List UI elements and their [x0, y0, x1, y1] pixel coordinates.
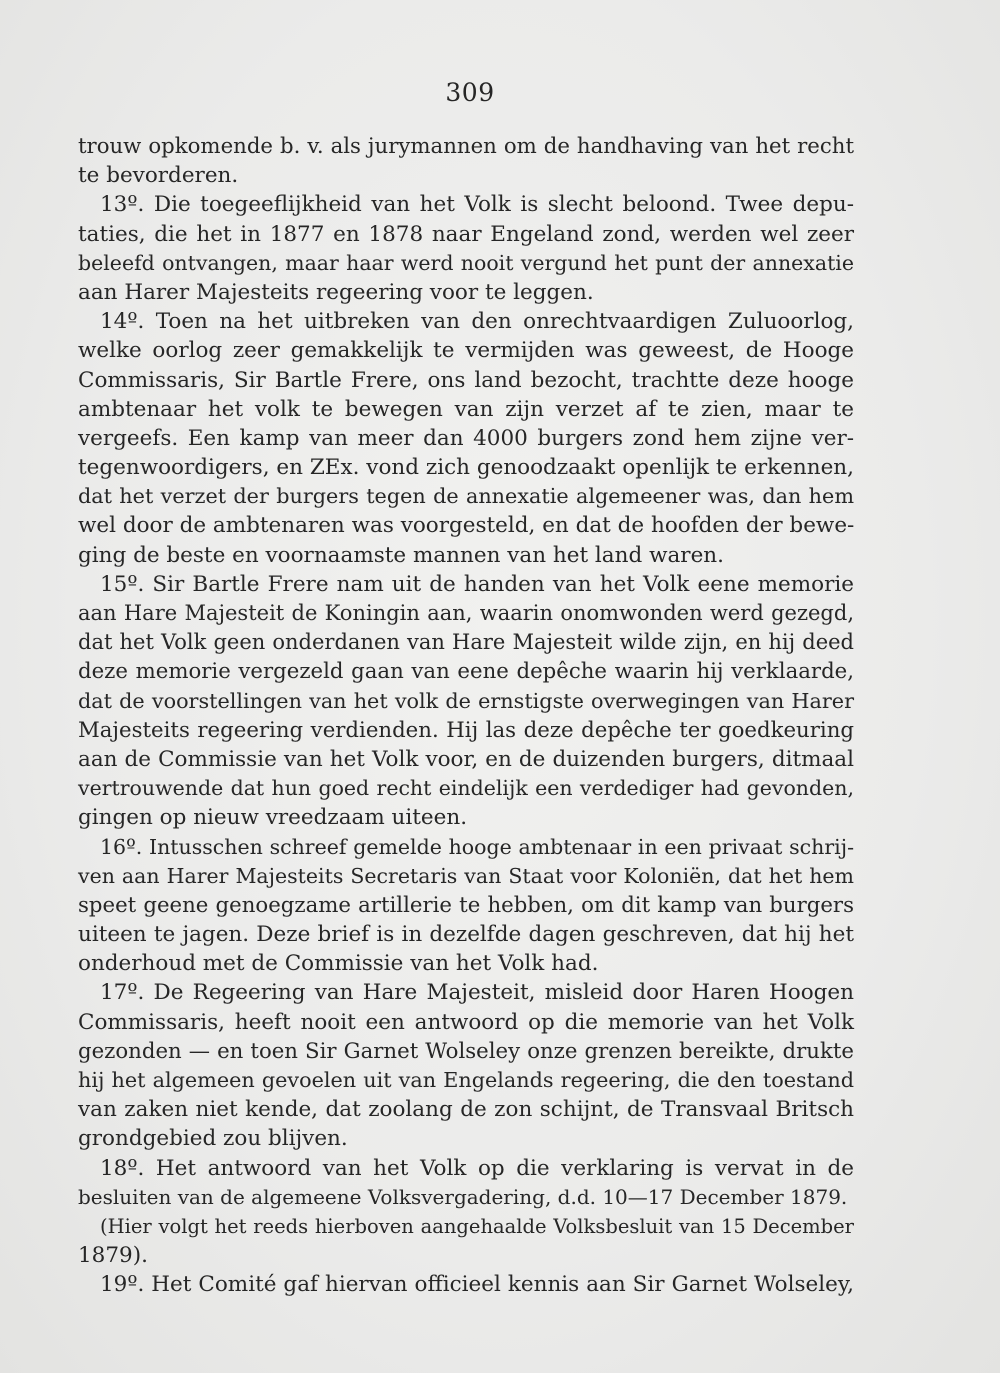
text-line: besluiten van de algemeene Volksvergadering, d.d. 10—17 December 1879.: [78, 1184, 848, 1209]
paragraph-p18b: [78, 1212, 854, 1270]
text-line: 15º. Sir Bartle Frere nam uit de handen van het Volk eene memorie: [100, 571, 854, 597]
text-line: 19º. Het Comité gaf hiervan officieel kennis aan Sir Garnet Wolseley,: [100, 1272, 854, 1298]
text-line: 17º. De Regeering van Hare Majesteit, misleid door Haren Hoogen: [100, 980, 854, 1006]
text-line: ven aan Harer Majesteits Secretaris van Staat voor Koloniën, dat het hem: [78, 863, 854, 888]
text-line: beleefd ontvangen, maar haar werd nooit vergund het punt der annexatie: [78, 250, 854, 275]
text-line: dat de voorstellingen van het volk de ernstigste overwegingen van Harer: [78, 688, 854, 713]
text-line: aan Hare Majesteit de Koningin aan, waarin onomwonden werd gezegd,: [78, 601, 854, 625]
text-line: dat het verzet der burgers tegen de annexatie algemeener was, dan hem: [78, 484, 854, 509]
text-line: speet geene genoegzame artillerie te hebben, om dit kamp van burgers: [78, 892, 854, 918]
paragraph-p17: [78, 978, 854, 1153]
text-line: wel door de ambtenaren was voorgesteld, en dat de hoofden der bewe-: [78, 513, 855, 539]
text-line: Commissaris, heeft nooit een antwoord op die memorie van het Volk: [78, 1009, 854, 1035]
paragraph-p18: [78, 1154, 854, 1212]
text-line: aan Harer Majesteits regeering voor te leggen.: [78, 279, 594, 305]
paragraph-p14: [78, 307, 854, 570]
text-line: Commissaris, Sir Bartle Frere, ons land bezocht, trachtte deze hooge: [78, 367, 854, 393]
text-line: 13º. Die toegeeflijkheid van het Volk is slecht beloond. Twee depu-: [100, 192, 854, 218]
paragraph-p13: [78, 190, 854, 307]
text-line: Majesteits regeering verdienden. Hij las deze depêche ter goedkeuring: [78, 717, 854, 743]
text-line: deze memorie vergezeld gaan van eene depêche waarin hij verklaarde,: [78, 659, 854, 685]
text-line: grondgebied zou blijven.: [78, 1126, 348, 1152]
text-line: hij het algemeen gevoelen uit van Engelands regeering, die den toestand: [78, 1068, 854, 1092]
text-line: 1879).: [78, 1243, 148, 1269]
paragraph-p19: [78, 1270, 854, 1299]
paragraph-p15: [78, 570, 854, 833]
text-line: uiteen te jagen. Deze brief is in dezelfde dagen geschreven, dat hij het: [78, 922, 854, 948]
text-line: ging de beste en voornaamste mannen van het land waren.: [78, 542, 724, 568]
text-line: taties, die het in 1877 en 1878 naar Engeland zond, werden wel zeer: [78, 221, 854, 247]
text-line: welke oorlog zeer gemakkelijk te vermijden was geweest, de Hooge: [78, 338, 854, 364]
paragraph-cont: [78, 132, 854, 190]
text-line: gezonden — en toen Sir Garnet Wolseley onze grenzen bereikte, drukte: [78, 1038, 854, 1064]
text-line: 18º. Het antwoord van het Volk op die verklaring is vervat in de: [100, 1155, 854, 1181]
text-line: (Hier volgt het reeds hierboven aangehaalde Volksbesluit van 15 December: [100, 1214, 854, 1238]
text-line: 14º. Toen na het uitbreken van den onrechtvaardigen Zuluoorlog,: [100, 309, 854, 335]
text-line: tegenwoordigers, en ZEx. vond zich genoodzaakt openlijk te erkennen,: [78, 455, 854, 481]
text-line: gingen op nieuw vreedzaam uiteen.: [78, 805, 468, 831]
page-number: 309: [445, 78, 495, 107]
text-line: 16º. Intusschen schreef gemelde hooge ambtenaar in een privaat schrij-: [100, 834, 854, 859]
text-line: aan de Commissie van het Volk voor, en de duizenden burgers, ditmaal: [78, 746, 854, 772]
text-line: vergeefs. Een kamp van meer dan 4000 burgers zond hem zijne ver-: [78, 425, 854, 451]
text-line: onderhoud met de Commissie van het Volk had.: [78, 951, 599, 977]
text-line: van zaken niet kende, dat zoolang de zon schijnt, de Transvaal Britsch: [78, 1097, 854, 1123]
text-line: trouw opkomende b. v. als jurymannen om de handhaving van het recht: [78, 134, 854, 159]
text-line: te bevorderen.: [78, 163, 239, 189]
text-line: vertrouwende dat hun goed recht eindelijk een verdediger had gevonden,: [78, 776, 854, 801]
text-line: ambtenaar het volk te bewegen van zijn verzet af te zien, maar te: [78, 396, 854, 422]
paragraph-p16: [78, 833, 854, 979]
text-line: dat het Volk geen onderdanen van Hare Majesteit wilde zijn, en hij deed: [78, 630, 854, 655]
body-text: [78, 132, 854, 1300]
